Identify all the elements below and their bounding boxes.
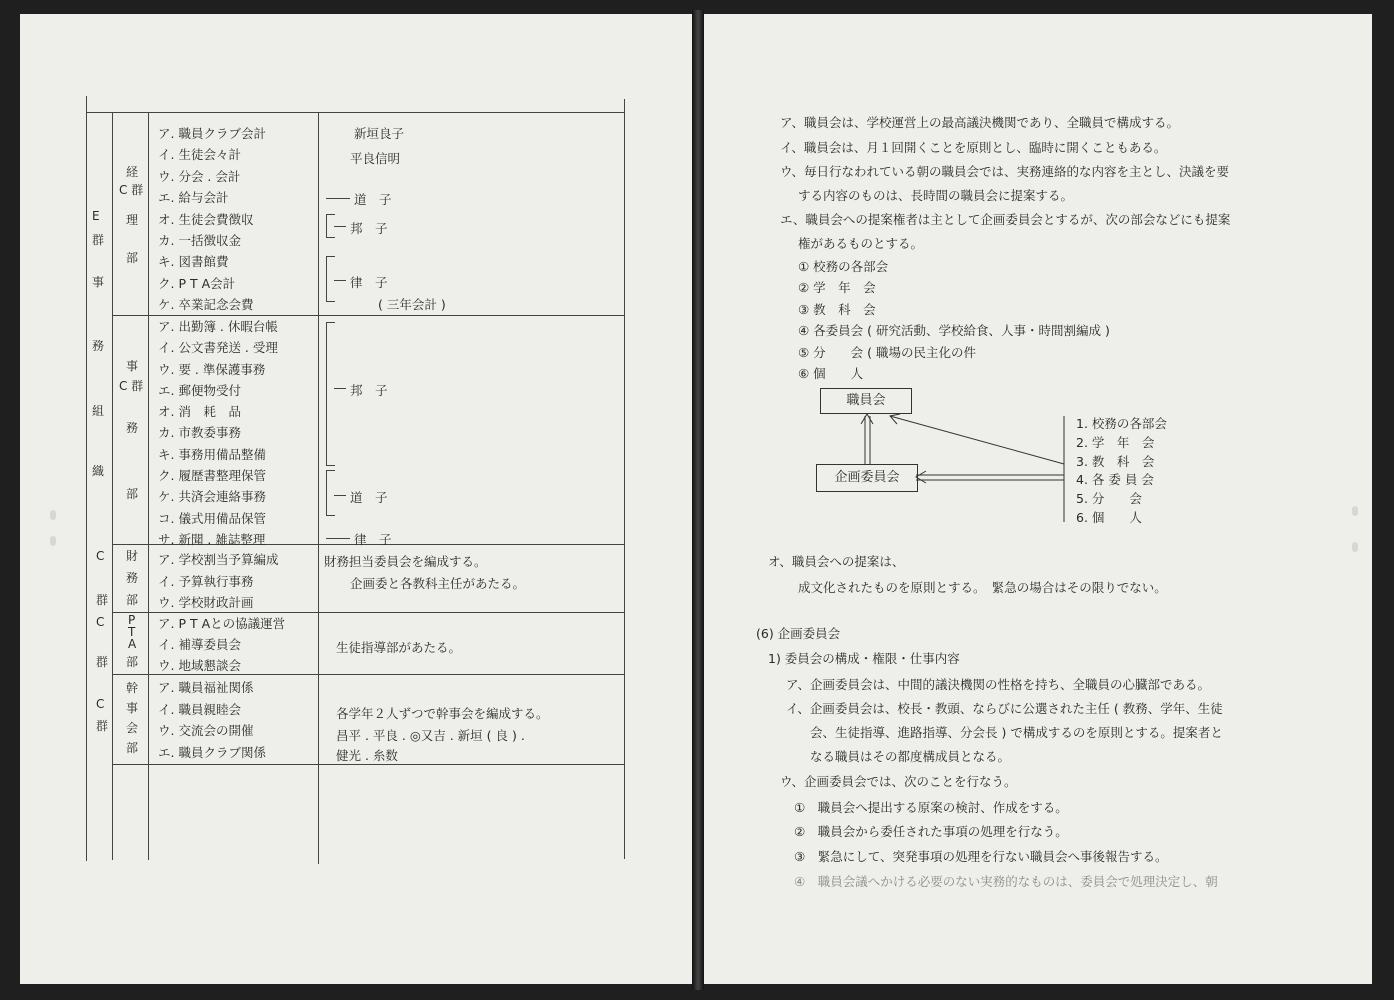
person-name: 新垣良子 (354, 126, 405, 141)
dept-char: 事 (126, 359, 139, 373)
note-line: 企画委と各教科主任があたる。 (350, 576, 526, 591)
list-item: ウ. 分会 . 会計 (158, 168, 241, 184)
paragraph: ア、職員会は、学校運営上の最高議決機関であり、全職員で構成する。 (780, 115, 1180, 130)
outer-label-ji: 事 (92, 275, 105, 289)
person-name: 律 子 (350, 275, 388, 290)
list-item: ウ. 要 . 準保護事務 (158, 361, 266, 377)
list-item: ア. 学校割当予算編成 (158, 552, 279, 567)
group-label: C 群 (119, 183, 144, 197)
item-list (158, 614, 285, 677)
binding-hole (1352, 506, 1358, 516)
dept-char: 部 (126, 487, 139, 501)
binding-hole (1352, 542, 1358, 552)
group-label-gun: 群 (96, 593, 109, 607)
dept-char: 幹 (126, 681, 139, 695)
outer-label-so: 組 (92, 404, 105, 418)
person-name: 邦 子 (350, 221, 388, 236)
paragraph: なる職員はその都度構成員となる。 (810, 749, 1011, 764)
list-item: イ. 生徒会々計 (158, 147, 241, 163)
paragraph: 会、生徒指導、進路指導、分会長 ) で構成するのを原則とする。提案者と (810, 725, 1223, 740)
list-item: イ. 補導委員会 (158, 637, 241, 652)
person-name: 平良信明 (350, 151, 401, 166)
group-label: C 群 (119, 379, 144, 393)
person-name: 邦 子 (350, 383, 388, 398)
task-item: ② 職員会から委任された事項の処理を行なう。 (794, 824, 1068, 839)
list-item: キ. 事務用備品整備 (158, 446, 266, 462)
item-list (158, 550, 278, 615)
dept-char: 部 (126, 593, 139, 607)
paragraph: 成文化されたものを原則とする。 緊急の場合はその限りでない。 (798, 580, 1167, 595)
person-name: 道 子 (354, 192, 392, 207)
list-item: キ. 図書館費 (158, 254, 229, 270)
paragraph: エ、職員会への提案権者は主として企画委員会とするが、次の部会などにも提案 (780, 212, 1231, 227)
person-name: 道 子 (350, 490, 388, 505)
list-item: エ. 職員クラブ関係 (158, 744, 266, 760)
list-item: イ. 公文書発送 . 受理 (158, 340, 278, 356)
group-label-c: C (96, 549, 105, 563)
list-item: エ. 郵便物受付 (158, 382, 241, 398)
item-list (158, 124, 266, 317)
list-item: ア. P T Aとの協議運営 (158, 616, 286, 631)
list-item: ア. 職員福祉関係 (158, 680, 254, 695)
paragraph: 権があるものとする。 (798, 236, 924, 251)
paragraph: オ、職員会への提案は、 (768, 554, 905, 569)
paragraph: イ、企画委員会は、校長・教頭、ならびに公選された主任 ( 教務、学年、生徒 (786, 701, 1223, 716)
proposer-item: ③ 教 科 会 (798, 302, 876, 317)
list-item: ア. 出勤簿 . 休暇台帳 (158, 319, 278, 334)
task-item: ④ 職員会議へかける必要のない実務的なものは、委員会で処理決定し、朝 (794, 874, 1218, 889)
paragraph: ア、企画委員会は、中間的議決機関の性格を持ち、全職員の心臓部である。 (786, 677, 1211, 692)
group-label-gun: 群 (96, 655, 109, 669)
dept-char: 事 (126, 701, 139, 715)
list-item: ク. P T A会計 (158, 275, 236, 291)
list-item: ア. 職員クラブ会計 (158, 126, 266, 141)
list-item: カ. 市教委事務 (158, 425, 241, 441)
dept-char: 理 (126, 213, 139, 227)
paragraph: ウ、企画委員会では、次のことを行なう。 (780, 774, 1017, 789)
note-line: 生徒指導部があたる。 (336, 640, 462, 655)
proposer-item: ⑤ 分 会 ( 職場の民主化の件 (798, 345, 977, 360)
list-item: カ. 一括徴収金 (158, 232, 241, 248)
dept-char: 会 (126, 721, 139, 735)
right-page (704, 14, 1372, 984)
item-list (158, 678, 266, 764)
dept-char: 部 (126, 251, 139, 265)
task-item: ① 職員会へ提出する原案の検討、作成をする。 (794, 800, 1068, 815)
book-spine (692, 10, 704, 990)
list-item: 4. 各 委 員 会 (1076, 472, 1154, 488)
note-line: 財務担当委員会を編成する。 (324, 554, 487, 569)
outer-label-e: E (92, 209, 100, 223)
section-title: (6) 企画委員会 (756, 626, 841, 641)
list-item: 3. 教 科 会 (1076, 453, 1155, 469)
list-item: ケ. 共済会連絡事務 (158, 489, 266, 505)
list-item: 1. 校務の各部会 (1076, 416, 1167, 431)
list-item: ウ. 学校財政計画 (158, 595, 254, 610)
task-item: ③ 緊急にして、突発事項の処理を行ない職員会へ事後報告する。 (794, 849, 1168, 864)
paragraph: イ、職員会は、月１回開くことを原則とし、臨時に開くこともある。 (780, 140, 1167, 155)
list-item: ク. 履歴書整理保管 (158, 468, 266, 484)
list-item: コ. 儀式用備品保管 (158, 510, 266, 526)
list-item: エ. 給与会計 (158, 190, 229, 206)
outer-label-shiki: 織 (92, 464, 105, 478)
box-staff-meeting: 職員会 (820, 388, 912, 414)
person-note: ( 三年会計 ) (378, 297, 446, 312)
proposer-item: ⑥ 個 人 (798, 366, 864, 381)
list-item: 2. 学 年 会 (1076, 434, 1155, 450)
list-item: 6. 個 人 (1076, 509, 1142, 525)
list-item: オ. 消 耗 品 (158, 404, 241, 420)
binding-hole (50, 536, 56, 546)
outer-label-gun: 群 (92, 233, 105, 247)
paragraph: する内容のものは、長時間の職員会に提案する。 (798, 188, 1074, 203)
list-item: ウ. 地域懇談会 (158, 658, 241, 673)
list-item: 5. 分 会 (1076, 491, 1142, 507)
proposer-item: ① 校務の各部会 (798, 259, 889, 274)
list-item: イ. 職員親睦会 (158, 701, 241, 717)
dept-char: 部 (126, 741, 139, 755)
proposer-item: ② 学 年 会 (798, 280, 876, 295)
paragraph: ウ、毎日行なわれている朝の職員会では、実務連絡的な内容を主とし、決議を要 (780, 164, 1230, 179)
group-label-c: C (96, 697, 105, 711)
group-label-gun: 群 (96, 719, 109, 733)
list-item: ケ. 卒業記念会費 (158, 297, 254, 313)
item-list (158, 317, 278, 551)
dept-char: 務 (126, 571, 139, 585)
sub-title: 1) 委員会の構成・権限・仕事内容 (768, 651, 960, 666)
list-item: オ. 生徒会費徴収 (158, 211, 254, 227)
dept-char: P (128, 613, 136, 627)
dept-char: 務 (126, 421, 139, 435)
note-line: 各学年２人ずつで幹事会を編成する。 (336, 706, 549, 721)
note-line: 健光 . 糸数 (336, 748, 398, 763)
left-page (20, 14, 692, 984)
diagram-list (1076, 414, 1167, 527)
box-planning-committee: 企画委員会 (816, 464, 918, 492)
note-line: 昌平 . 平良 . ◎又吉 . 新垣 ( 良 ) . (336, 728, 525, 743)
diagram-arrows (704, 14, 1372, 534)
list-item: ウ. 交流会の開催 (158, 723, 254, 738)
outer-label-mu: 務 (92, 339, 105, 353)
proposer-item: ④ 各委員会 ( 研究活動、学校給食、人事・時間割編成 ) (798, 323, 1110, 338)
person-name: 律 子 (354, 532, 392, 547)
list-item: イ. 予算執行事務 (158, 573, 254, 589)
list-item: サ. 新聞 . 雑誌整理 (158, 531, 266, 547)
group-label-c: C (96, 615, 105, 629)
dept-char: T (128, 625, 136, 639)
dept-char: 財 (126, 549, 139, 563)
dept-char: 部 (126, 655, 139, 669)
dept-char: A (128, 637, 137, 651)
dept-char: 経 (126, 165, 139, 179)
binding-hole (50, 510, 56, 520)
